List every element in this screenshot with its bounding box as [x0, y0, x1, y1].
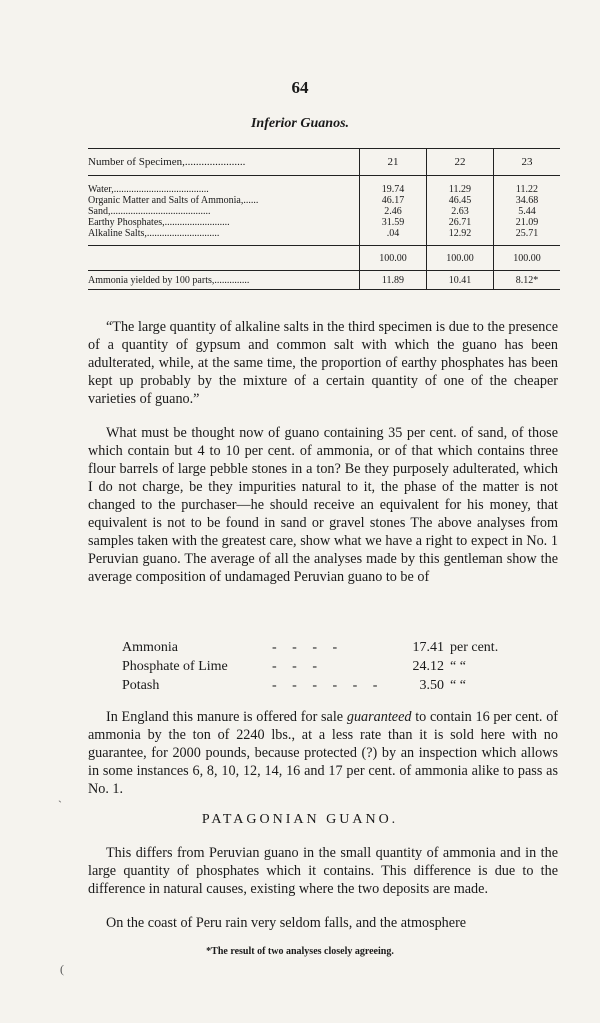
- cell-value: 34.68: [494, 195, 561, 206]
- peru-paragraph: [88, 914, 558, 932]
- total-value: 100.00: [494, 246, 561, 271]
- ammonia-value: 8.12*: [494, 271, 561, 290]
- total-value: 100.00: [427, 246, 494, 271]
- leader-dots: - - -: [272, 659, 323, 674]
- analysis-paragraph: [88, 424, 558, 586]
- cell-value: 5.44: [494, 206, 561, 217]
- row-label: Earthy Phosphates,..........................: [88, 217, 230, 228]
- row-label: Sand,........................................: [88, 206, 211, 217]
- composition-row: [122, 657, 542, 676]
- totals-row: [88, 246, 560, 271]
- average-composition-table: [122, 638, 542, 695]
- total-value: 100.00: [360, 246, 427, 271]
- section-title: Inferior Guanos.: [250, 116, 350, 131]
- quote-text: “The large quantity of alkaline salts in the third specimen is due to the presence of a quantity of gypsum and common salt with which the guano has been adulterated, while, at the same time, the proportion of earthy phosphates has been kept up probably by the mixture of a certain quantity of one of the cheaper varieties of guano.”: [88, 319, 558, 407]
- cell-value: 12.92: [427, 228, 494, 246]
- specimen-23: 23: [494, 149, 561, 176]
- cell-value: 11.29: [427, 176, 494, 196]
- row-label: Organic Matter and Salts of Ammonia,......: [88, 195, 259, 206]
- cell-value: 2.63: [427, 206, 494, 217]
- table-row: [88, 176, 560, 196]
- table-header-row: [88, 149, 560, 176]
- component-value: 3.50: [419, 678, 444, 693]
- component-unit: “ “: [450, 659, 466, 674]
- cell-value: 2.46: [360, 206, 427, 217]
- cell-value: 25.71: [494, 228, 561, 246]
- row-label: Alkaline Salts,.............................: [88, 228, 220, 239]
- component-name: Ammonia: [122, 640, 178, 655]
- row-label: Water,......................................: [88, 184, 209, 195]
- england-paragraph: [88, 708, 558, 798]
- quote-paragraph: [88, 318, 558, 408]
- cell-value: 19.74: [360, 176, 427, 196]
- cell-value: 11.22: [494, 176, 561, 196]
- england-text-start: In England this manure is offered for sale: [106, 709, 347, 725]
- guano-analysis-table: [88, 148, 560, 290]
- component-unit: “ “: [450, 678, 466, 693]
- patagonian-text: This differs from Peruvian guano in the small quantity of ammonia and in the large quantity of phosphates which it contains. This difference is due to the difference in natural causes, existing where the two deposits are made.: [88, 845, 558, 897]
- leader-dots: - - - - - -: [272, 678, 384, 693]
- component-value: 24.12: [412, 659, 444, 674]
- table-row: [88, 195, 560, 206]
- ammonia-row: [88, 271, 560, 290]
- table-row: [88, 206, 560, 217]
- page-number: 64: [291, 78, 309, 97]
- specimen-21: 21: [360, 149, 427, 176]
- cell-value: 26.71: [427, 217, 494, 228]
- component-name: Phosphate of Lime: [122, 659, 228, 674]
- composition-row: [122, 638, 542, 657]
- cell-value: .04: [360, 228, 427, 246]
- guaranteed-emphasis: guaranteed: [346, 709, 412, 725]
- peru-text: On the coast of Peru rain very seldom falls, and the atmosphere: [106, 915, 467, 931]
- specimen-number-label: Number of Specimen,......................: [88, 149, 360, 176]
- leader-dots: - - - -: [272, 640, 344, 655]
- table-row: [88, 228, 560, 246]
- specimen-22: 22: [427, 149, 494, 176]
- component-unit: per cent.: [450, 640, 499, 655]
- patagonian-paragraph: [88, 844, 558, 898]
- composition-row: [122, 676, 542, 695]
- cell-value: 21.09: [494, 217, 561, 228]
- analysis-text: What must be thought now of guano containing 35 per cent. of sand, of those which contain but 4 to 10 per cent. of ammonia, or of that which contains three flour barrels of large pebble stones in a ton? Be they purposely adulterated, which I do not charge, be they impurities natural to it, the phase of the matter is not changed to the purchaser—he should receive an equivalent for his money, that equivalent is not to be found in sand or gravel stones The above analyses from samples taken with the greatest care, show what we have a right to expect in No. 1 Peruvian guano. The average of all the analyses made by this gentleman show the average composition of undamaged Peruvian guano to be of: [88, 425, 558, 585]
- cell-value: 31.59: [360, 217, 427, 228]
- england-text-end: to contain 16 per cent. of ammonia by the ton of 2240 lbs., at a less rate than it is sold here with no guarantee, for 2000 pounds, because protected (?) by an inspection which allows in some instances 6, 8, 10, 12, 14, 16 and 17 per cent. of ammonia alike to pass as No. 1.: [88, 709, 559, 797]
- ammonia-value: 11.89: [360, 271, 427, 290]
- table-row: [88, 217, 560, 228]
- margin-mark: `: [58, 798, 62, 812]
- ammonia-value: 10.41: [427, 271, 494, 290]
- component-value: 17.41: [412, 640, 444, 655]
- component-name: Potash: [122, 678, 160, 693]
- patagonian-guano-heading: PATAGONIAN GUANO.: [201, 812, 399, 827]
- cell-value: 46.17: [360, 195, 427, 206]
- ammonia-label: Ammonia yielded by 100 parts,..............: [88, 271, 360, 290]
- margin-mark: (: [60, 962, 64, 976]
- footnote: *The result of two analyses closely agreeing.: [206, 946, 394, 957]
- cell-value: 46.45: [427, 195, 494, 206]
